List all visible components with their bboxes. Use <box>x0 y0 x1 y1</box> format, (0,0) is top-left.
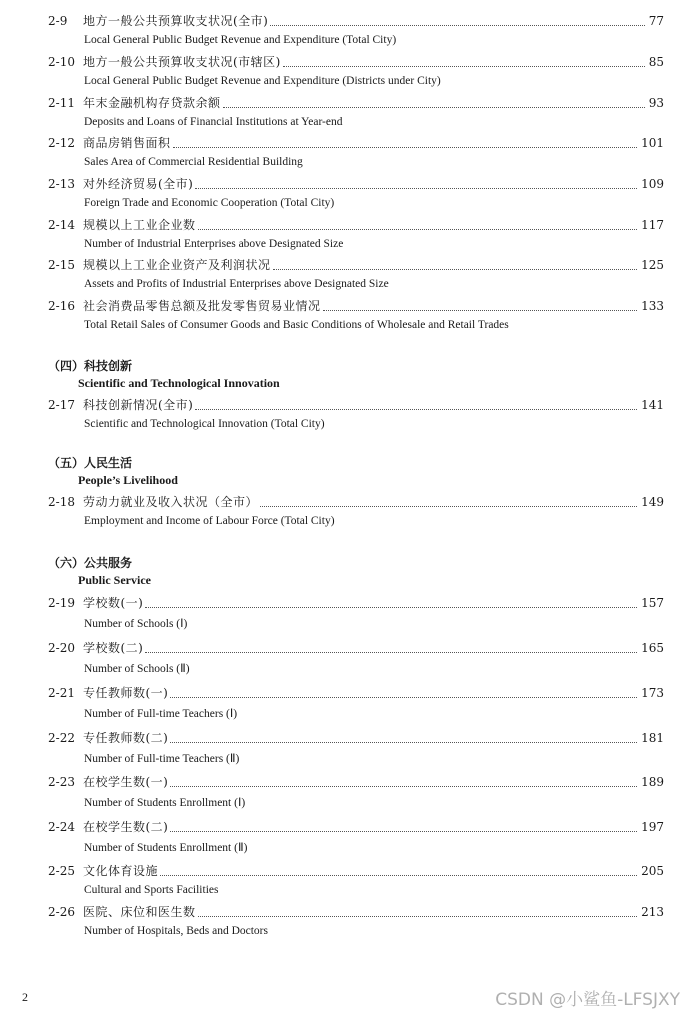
entry-page-number: 181 <box>641 731 664 745</box>
section-title-en: People’s Livelihood <box>78 473 178 487</box>
dot-leader <box>145 607 637 608</box>
entry-title-cn: 规模以上工业企业数 <box>83 218 196 232</box>
entry-title-cn: 年末金融机构存贷款余额 <box>83 96 221 110</box>
entry-number: 2-16 <box>48 299 75 313</box>
dot-leader <box>145 652 637 653</box>
section-header <box>48 554 151 587</box>
entry-number: 2-22 <box>48 731 75 745</box>
entry-title-cn: 文化体育设施 <box>83 864 159 878</box>
entry-title-cn: 对外经济贸易(全市) <box>83 177 194 191</box>
entry-page-number: 125 <box>641 258 664 272</box>
entry-number: 2-26 <box>48 905 75 919</box>
entry-number: 2-18 <box>48 495 75 509</box>
section-title-cn: （五）人民生活 <box>48 456 133 470</box>
entry-number: 2-13 <box>48 177 75 191</box>
section-title-cn: （四）科技创新 <box>48 359 133 373</box>
dot-leader <box>223 107 645 108</box>
dot-leader <box>323 310 638 311</box>
section-title-en: Scientific and Technological Innovation <box>78 376 280 390</box>
dot-leader <box>273 269 638 270</box>
entry-title-cn: 在校学生数(一) <box>83 775 169 789</box>
entry-title-cn: 专任教师数(二) <box>83 731 169 745</box>
entry-title-cn: 学校数(一) <box>83 596 144 610</box>
entry-title-cn: 医院、床位和医生数 <box>83 905 196 919</box>
entry-title-en: Number of Students Enrollment (Ⅰ) <box>84 797 246 809</box>
entry-title-en: Deposits and Loans of Financial Institutions at Year-end <box>84 116 343 128</box>
entry-number: 2-11 <box>48 96 75 110</box>
entry-number: 2-17 <box>48 398 75 412</box>
entry-title-cn: 规模以上工业企业资产及利润状况 <box>83 258 271 272</box>
entry-number: 2-20 <box>48 641 75 655</box>
dot-leader <box>195 188 637 189</box>
dot-leader <box>283 66 645 67</box>
entry-page-number: 165 <box>641 641 664 655</box>
dot-leader <box>160 875 637 876</box>
dot-leader <box>170 742 637 743</box>
entry-number: 2-25 <box>48 864 75 878</box>
dot-leader <box>170 697 637 698</box>
entry-title-en: Employment and Income of Labour Force (Total City) <box>84 515 335 527</box>
entry-page-number: 101 <box>641 136 664 150</box>
entry-number: 2-14 <box>48 218 75 232</box>
entry-title-cn: 地方一般公共预算收支状况(市辖区) <box>83 55 281 69</box>
entry-number: 2-10 <box>48 55 75 69</box>
entry-page-number: 149 <box>641 495 664 509</box>
entry-page-number: 197 <box>641 820 664 834</box>
entry-title-cn: 在校学生数(二) <box>83 820 169 834</box>
dot-leader <box>170 831 637 832</box>
entry-title-cn: 商品房销售面积 <box>83 136 171 150</box>
entry-title-en: Foreign Trade and Economic Cooperation (Total City) <box>84 197 335 209</box>
dot-leader <box>198 916 638 917</box>
section-header <box>48 454 178 487</box>
entry-page-number: 205 <box>641 864 664 878</box>
entry-title-en: Assets and Profits of Industrial Enterprises above Designated Size <box>84 278 389 290</box>
entry-number: 2-19 <box>48 596 75 610</box>
entry-title-en: Sales Area of Commercial Residential Building <box>84 156 303 168</box>
entry-title-en: Number of Industrial Enterprises above Designated Size <box>84 238 344 250</box>
entry-page-number: 85 <box>648 55 664 69</box>
entry-title-en: Number of Full-time Teachers (Ⅱ) <box>84 753 240 765</box>
entry-page-number: 117 <box>641 218 664 232</box>
entry-title-cn: 地方一般公共预算收支状况(全市) <box>83 14 269 28</box>
entry-title-en: Number of Students Enrollment (Ⅱ) <box>84 842 248 854</box>
entry-title-en: Local General Public Budget Revenue and Expenditure (Total City) <box>84 34 397 46</box>
entry-title-en: Scientific and Technological Innovation (Total City) <box>84 418 325 430</box>
entry-title-cn: 学校数(二) <box>83 641 144 655</box>
entry-number: 2-24 <box>48 820 75 834</box>
entry-page-number: 157 <box>641 596 664 610</box>
entry-number: 2-9 <box>48 14 68 28</box>
entry-page-number: 173 <box>641 686 664 700</box>
entry-number: 2-12 <box>48 136 75 150</box>
dot-leader <box>170 786 637 787</box>
entry-page-number: 189 <box>641 775 664 789</box>
watermark: CSDN @小鲨鱼-LFSJXY <box>495 990 680 1010</box>
entry-title-en: Total Retail Sales of Consumer Goods and Basic Conditions of Wholesale and Retail Trades <box>84 319 509 331</box>
dot-leader <box>270 25 644 26</box>
entry-page-number: 77 <box>648 14 664 28</box>
dot-leader <box>173 147 638 148</box>
entry-page-number: 93 <box>648 96 664 110</box>
entry-title-en: Number of Schools (Ⅰ) <box>84 618 188 630</box>
dot-leader <box>260 506 637 507</box>
section-title-cn: （六）公共服务 <box>48 556 133 570</box>
footer-page-number: 2 <box>22 990 28 1004</box>
entry-title-en: Local General Public Budget Revenue and Expenditure (Districts under City) <box>84 75 441 87</box>
entry-number: 2-21 <box>48 686 75 700</box>
entry-page-number: 109 <box>641 177 664 191</box>
dot-leader <box>195 409 637 410</box>
entry-title-cn: 专任教师数(一) <box>83 686 169 700</box>
entry-page-number: 213 <box>641 905 664 919</box>
section-title-en: Public Service <box>78 573 151 587</box>
entry-title-en: Number of Full-time Teachers (Ⅰ) <box>84 708 238 720</box>
dot-leader <box>198 229 638 230</box>
section-header <box>48 357 280 390</box>
entry-title-cn: 科技创新情况(全市) <box>83 398 194 412</box>
entry-number: 2-15 <box>48 258 75 272</box>
entry-title-en: Cultural and Sports Facilities <box>84 884 219 896</box>
entry-page-number: 133 <box>641 299 664 313</box>
entry-title-cn: 社会消费品零售总额及批发零售贸易业情况 <box>83 299 321 313</box>
entry-number: 2-23 <box>48 775 75 789</box>
entry-title-cn: 劳动力就业及收入状况（全市） <box>83 495 259 509</box>
entry-page-number: 141 <box>641 398 664 412</box>
entry-title-en: Number of Hospitals, Beds and Doctors <box>84 925 268 937</box>
entry-title-en: Number of Schools (Ⅱ) <box>84 663 190 675</box>
